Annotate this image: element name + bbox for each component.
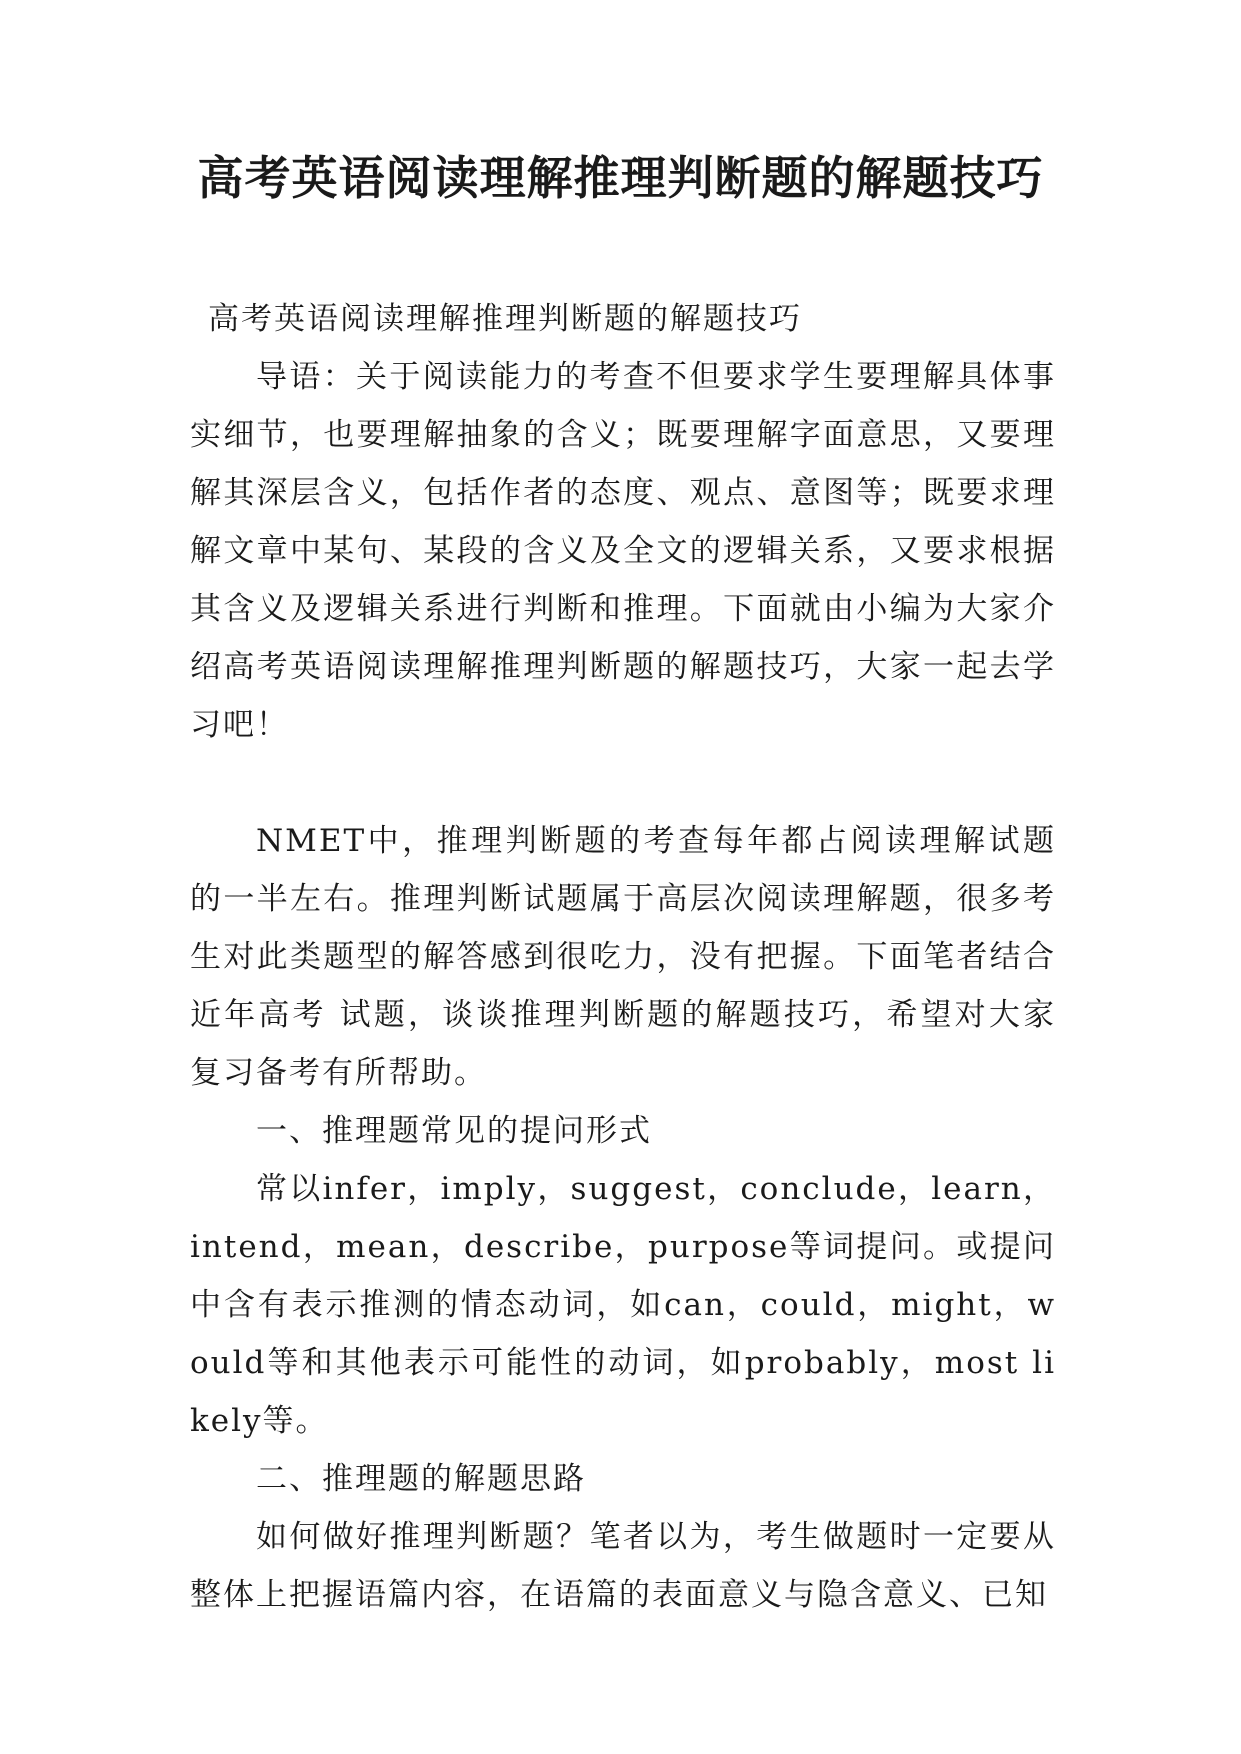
section-heading-1: 一、推理题常见的提问形式	[256, 1113, 652, 1149]
section-1-text: 常以infer，imply，suggest，conclude，learn，intend，mean，describe，purpose等词提问。或提问中含有表示推测的情态动词，如can，could，might，would等和其他表示可能性的动词，如probably，most likely等。	[190, 1171, 1056, 1439]
section-2-text: 如何做好推理判断题？笔者以为，考生做题时一定要从整体上把握语篇内容，在语篇的表面意义与隐含意义、已知	[190, 1519, 1056, 1613]
body-paragraph-1: NMET中，推理判断题的考查每年都占阅读理解试题的一半左右。推理判断试题属于高层次阅读理解题，很多考生对此类题型的解答感到很吃力，没有把握。下面笔者结合近年高考 试题，谈谈推理判断题的解题技巧，希望对大家复习备考有所帮助。	[190, 823, 1056, 1091]
paragraph-spacer	[190, 754, 1056, 812]
intro-paragraph: 导语：关于阅读能力的考查不但要求学生要理解具体事实细节，也要理解抽象的含义；既要理解字面意思，又要理解其深层含义，包括作者的态度、观点、意图等；既要求理解文章中某句、某段的含义及全文的逻辑关系，又要求根据其含义及逻辑关系进行判断和推理。下面就由小编为大家介绍高考英语阅读理解推理判断题的解题技巧，大家一起去学习吧！	[190, 359, 1056, 743]
document-body	[190, 290, 1056, 1624]
document-subtitle: 高考英语阅读理解推理判断题的解题技巧	[208, 301, 802, 337]
section-heading-2: 二、推理题的解题思路	[256, 1461, 586, 1497]
document-title: 高考英语阅读理解推理判断题的解题技巧	[197, 151, 1044, 205]
